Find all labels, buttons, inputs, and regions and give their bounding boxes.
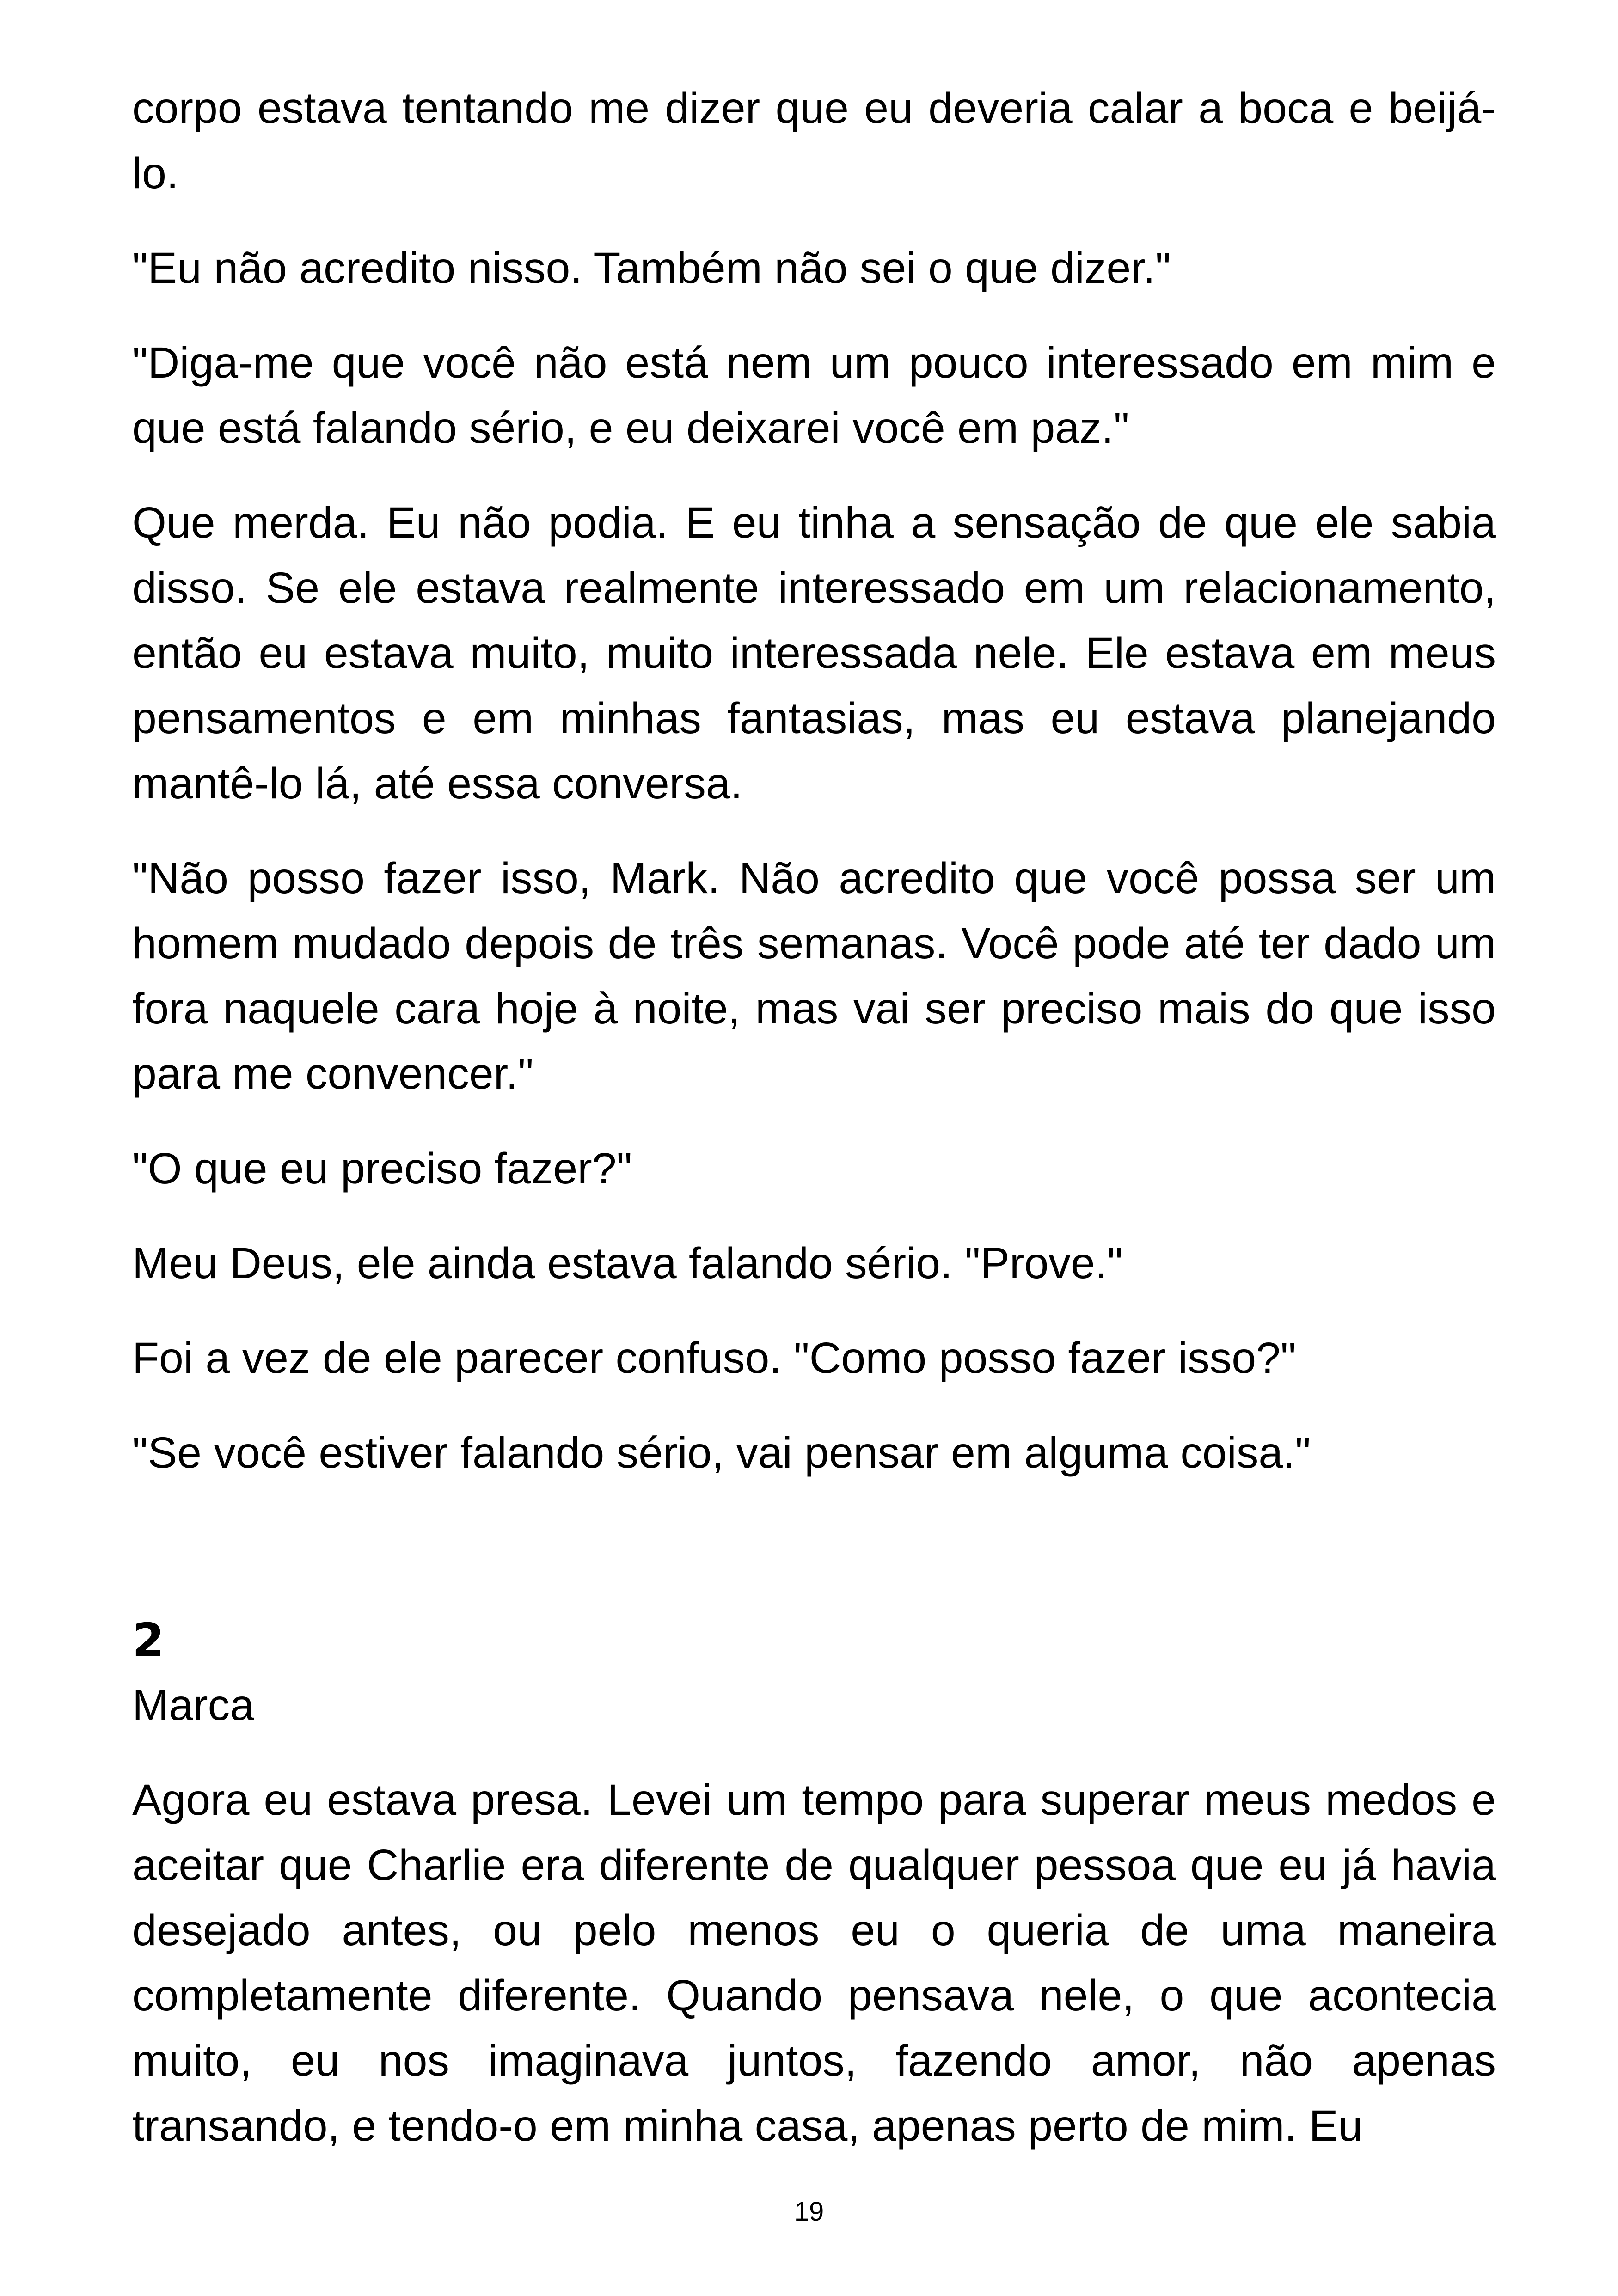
paragraph: Foi a vez de ele parecer confuso. "Como posso fazer isso?" <box>132 1334 1296 1383</box>
paragraph: Meu Deus, ele ainda estava falando sério. "Prove." <box>132 1239 1123 1288</box>
paragraph: "Eu não acredito nisso. Também não sei o que dizer." <box>132 244 1171 293</box>
paragraph: "O que eu preciso fazer?" <box>132 1144 632 1193</box>
paragraph: Agora eu estava presa. Levei um tempo para superar meus medos e aceitar que Charlie era diferente de qualquer pessoa que eu já havia desejado antes, ou pelo menos eu o queria de uma maneira completamente diferente. Quando pensava nele, o que acontecia muito, eu nos imaginava juntos, fazendo amor, não apenas transando, e tendo-o em minha casa, apenas perto de mim. Eu <box>132 1776 1496 2150</box>
paragraph: "Diga-me que você não está nem um pouco interessado em mim e que está falando sério, e eu deixarei você em paz." <box>132 338 1496 453</box>
paragraph: "Se você estiver falando sério, vai pensar em alguma coisa." <box>132 1428 1311 1477</box>
paragraph: corpo estava tentando me dizer que eu deveria calar a boca e beijá-lo. <box>132 84 1496 198</box>
page-body <box>132 76 1496 2188</box>
paragraph: "Não posso fazer isso, Mark. Não acredito que você possa ser um homem mudado depois de três semanas. Você pode até ter dado um fora naquele cara hoje à noite, mas vai ser preciso mais do que isso para me convencer." <box>132 854 1496 1098</box>
chapter-title: Marca <box>132 1681 254 1730</box>
page-number: 19 <box>794 2197 824 2227</box>
paragraph: Que merda. Eu não podia. E eu tinha a sensação de que ele sabia disso. Se ele estava realmente interessado em um relacionamento, então eu estava muito, muito interessada nele. Ele estava em meus pensamentos e em minhas fantasias, mas eu estava planejando mantê-lo lá, até essa conversa. <box>132 498 1496 808</box>
chapter-number: 2 <box>132 1613 165 1667</box>
